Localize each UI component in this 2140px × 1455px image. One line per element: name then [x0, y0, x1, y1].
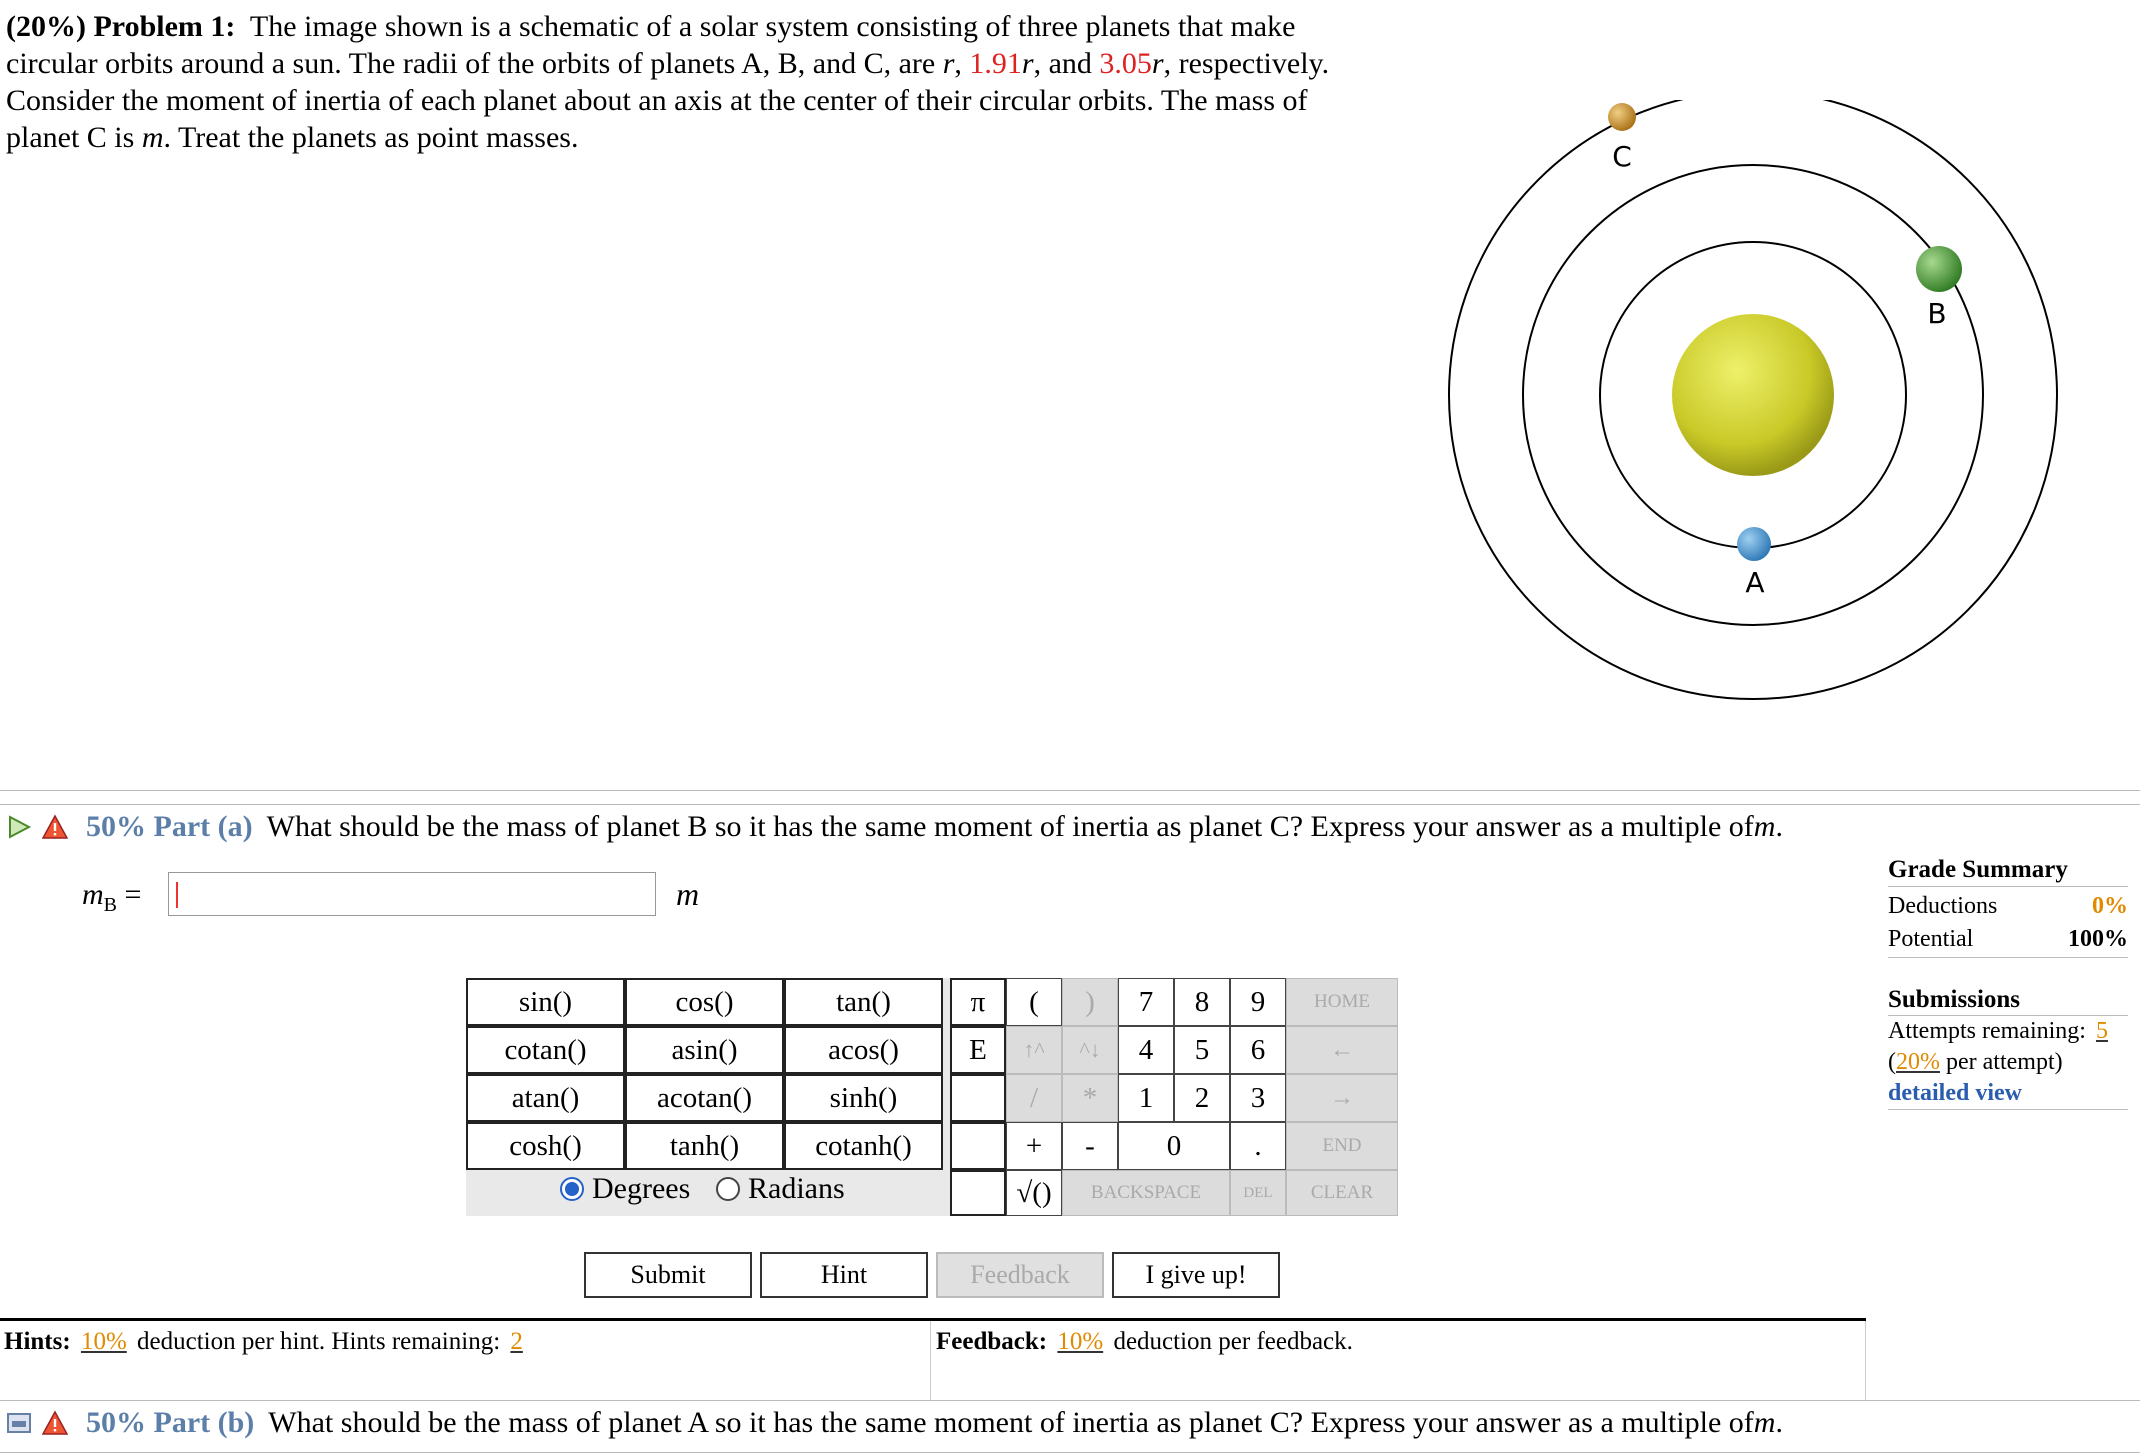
- radians-radio[interactable]: [716, 1177, 740, 1201]
- key-tan[interactable]: tan(): [784, 978, 943, 1026]
- radius-b-coef: 1.91: [969, 47, 1022, 80]
- give-up-button[interactable]: I give up!: [1112, 1252, 1280, 1298]
- problem-statement: [6, 8, 1346, 156]
- key-divide[interactable]: /: [1006, 1074, 1062, 1122]
- key-blank: [950, 1170, 1006, 1216]
- submissions-panel: Submissions Attempts remaining: 5 (20% per attempt) detailed view: [1888, 984, 2128, 1110]
- problem-text-1: The image shown is a schematic of a solar system consisting of three planets that make circular orbits around a sun. The radii of the orbits of planets A, B, and C, are: [6, 10, 1296, 80]
- text-cursor: [176, 882, 178, 908]
- planet-b: [1916, 246, 1962, 292]
- key-cos[interactable]: cos(): [625, 978, 784, 1026]
- problem-title: Problem 1:: [93, 10, 236, 43]
- key-0[interactable]: 0: [1118, 1122, 1230, 1170]
- key-delete[interactable]: DEL: [1230, 1170, 1286, 1216]
- key-acotan[interactable]: acotan(): [625, 1074, 784, 1122]
- key-e[interactable]: E: [950, 1026, 1006, 1074]
- key-rparen[interactable]: ): [1062, 978, 1118, 1026]
- planet-b-label: B: [1927, 297, 1947, 330]
- part-b-header[interactable]: [6, 1406, 1783, 1440]
- key-7[interactable]: 7: [1118, 978, 1174, 1026]
- per-attempt-pct: 20%: [1896, 1049, 1940, 1075]
- grade-summary: [1888, 856, 2128, 958]
- collapsed-part-icon[interactable]: [6, 1410, 32, 1436]
- part-a-question-var: m: [1753, 810, 1776, 843]
- deductions-label: Deductions: [1888, 893, 1998, 919]
- radius-a: r: [942, 47, 955, 80]
- key-plus[interactable]: +: [1006, 1122, 1062, 1170]
- key-tanh[interactable]: tanh(): [625, 1122, 784, 1170]
- key-5[interactable]: 5: [1174, 1026, 1230, 1074]
- part-b-question-var: m: [1753, 1406, 1776, 1439]
- part-a-header[interactable]: [6, 810, 1783, 844]
- divider: [0, 804, 2140, 805]
- hints-label: Hints:: [4, 1328, 71, 1355]
- hints-pct: 10%: [80, 1328, 127, 1355]
- key-6[interactable]: 6: [1230, 1026, 1286, 1074]
- answer-label-var: m: [82, 878, 104, 911]
- key-asin[interactable]: asin(): [625, 1026, 784, 1074]
- grade-summary-title: Grade Summary: [1888, 856, 2128, 887]
- key-8[interactable]: 8: [1174, 978, 1230, 1026]
- degrees-radio[interactable]: [560, 1177, 584, 1201]
- sun: [1672, 314, 1834, 476]
- key-down-power[interactable]: ^↓: [1062, 1026, 1118, 1074]
- answer-label-sub: B: [103, 894, 118, 916]
- key-9[interactable]: 9: [1230, 978, 1286, 1026]
- key-minus[interactable]: -: [1062, 1122, 1118, 1170]
- potential-label: Potential: [1888, 926, 1974, 952]
- deductions-value: 0%: [2092, 893, 2128, 919]
- planet-a-label: A: [1745, 566, 1765, 599]
- mass-var: m: [141, 121, 164, 154]
- radius-c-var: r: [1151, 47, 1164, 80]
- planet-c-label: C: [1612, 140, 1632, 173]
- per-attempt-text: per attempt): [1946, 1049, 2063, 1075]
- detailed-view-link[interactable]: detailed view: [1888, 1080, 2022, 1106]
- key-3[interactable]: 3: [1230, 1074, 1286, 1122]
- key-pi[interactable]: π: [950, 978, 1006, 1026]
- key-left-arrow[interactable]: ←: [1286, 1026, 1398, 1074]
- hints-info: [4, 1328, 527, 1356]
- submissions-title: Submissions: [1888, 986, 2021, 1013]
- key-end[interactable]: END: [1286, 1122, 1398, 1170]
- divider: [0, 1400, 2140, 1401]
- submit-button[interactable]: Submit: [584, 1252, 752, 1298]
- part-b-question-end: .: [1775, 1406, 1783, 1439]
- key-lparen[interactable]: (: [1006, 978, 1062, 1026]
- key-blank: [950, 1074, 1006, 1122]
- key-sin[interactable]: sin(): [466, 978, 625, 1026]
- warning-icon: [42, 1410, 68, 1436]
- key-4[interactable]: 4: [1118, 1026, 1174, 1074]
- part-b-question: What should be the mass of planet A so it has the same moment of inertia as planet C? Express your answer as a multiple of: [268, 1406, 1754, 1439]
- key-home[interactable]: HOME: [1286, 978, 1398, 1026]
- feedback-info: [936, 1328, 1353, 1356]
- degrees-label: Degrees: [592, 1172, 691, 1205]
- warning-icon: [42, 814, 68, 840]
- problem-text-3: . Treat the planets as point masses.: [163, 121, 579, 154]
- key-atan[interactable]: atan(): [466, 1074, 625, 1122]
- key-backspace[interactable]: BACKSPACE: [1062, 1170, 1230, 1216]
- key-multiply[interactable]: *: [1062, 1074, 1118, 1122]
- part-a-question-end: .: [1775, 810, 1783, 843]
- feedback-text: deduction per feedback.: [1113, 1328, 1353, 1355]
- radius-b-var: r: [1021, 47, 1034, 80]
- key-1[interactable]: 1: [1118, 1074, 1174, 1122]
- part-b-percent: 50% Part (b): [86, 1406, 255, 1439]
- divider: [0, 790, 2140, 791]
- radians-label: Radians: [748, 1172, 845, 1205]
- key-right-arrow[interactable]: →: [1286, 1074, 1398, 1122]
- hint-button[interactable]: Hint: [760, 1252, 928, 1298]
- key-blank: [950, 1122, 1006, 1170]
- key-2[interactable]: 2: [1174, 1074, 1230, 1122]
- radius-c-coef: 3.05: [1099, 47, 1152, 80]
- calculator-keypad: [466, 978, 1398, 1216]
- hints-remaining: 2: [510, 1328, 523, 1355]
- key-cotanh[interactable]: cotanh(): [784, 1122, 943, 1170]
- problem-prefix: (20%): [6, 10, 86, 43]
- potential-value: 100%: [2068, 926, 2128, 952]
- part-a-percent: 50% Part (a): [86, 810, 253, 843]
- key-sqrt[interactable]: √(): [1006, 1170, 1062, 1216]
- key-clear[interactable]: CLEAR: [1286, 1170, 1398, 1216]
- key-acos[interactable]: acos(): [784, 1026, 943, 1074]
- attempts-label: Attempts remaining:: [1888, 1018, 2086, 1044]
- expand-arrow-icon[interactable]: [6, 814, 32, 840]
- answer-input[interactable]: [168, 872, 656, 916]
- degrees-option[interactable]: [560, 1172, 690, 1206]
- feedback-label: Feedback:: [936, 1328, 1048, 1355]
- key-sinh[interactable]: sinh(): [784, 1074, 943, 1122]
- radians-option[interactable]: [716, 1172, 845, 1206]
- divider: [0, 1452, 2140, 1453]
- answer-unit: m: [676, 876, 700, 912]
- key-decimal[interactable]: .: [1230, 1122, 1286, 1170]
- answer-label: [82, 878, 141, 917]
- key-cotan[interactable]: cotan(): [466, 1026, 625, 1074]
- attempts-value: 5: [2095, 1018, 2108, 1044]
- planet-c: [1608, 103, 1636, 131]
- key-cosh[interactable]: cosh(): [466, 1122, 625, 1170]
- solar-system-diagram: [1440, 100, 2080, 720]
- answer-equals: =: [124, 878, 142, 911]
- problem-text-2: , respectively. Consider the moment of inertia of each planet about an axis at the center of their circular orbits. The mass of planet C is: [6, 47, 1330, 154]
- sep: , and: [1033, 47, 1100, 80]
- feedback-button[interactable]: Feedback: [936, 1252, 1104, 1298]
- feedback-pct: 10%: [1057, 1328, 1104, 1355]
- planet-a: [1737, 527, 1771, 561]
- part-a-question: What should be the mass of planet B so it has the same moment of inertia as planet C? Express your answer as a multiple of: [266, 810, 1754, 843]
- hints-text: deduction per hint. Hints remaining:: [137, 1328, 501, 1355]
- sep: ,: [954, 47, 970, 80]
- key-up-power[interactable]: ↑^: [1006, 1026, 1062, 1074]
